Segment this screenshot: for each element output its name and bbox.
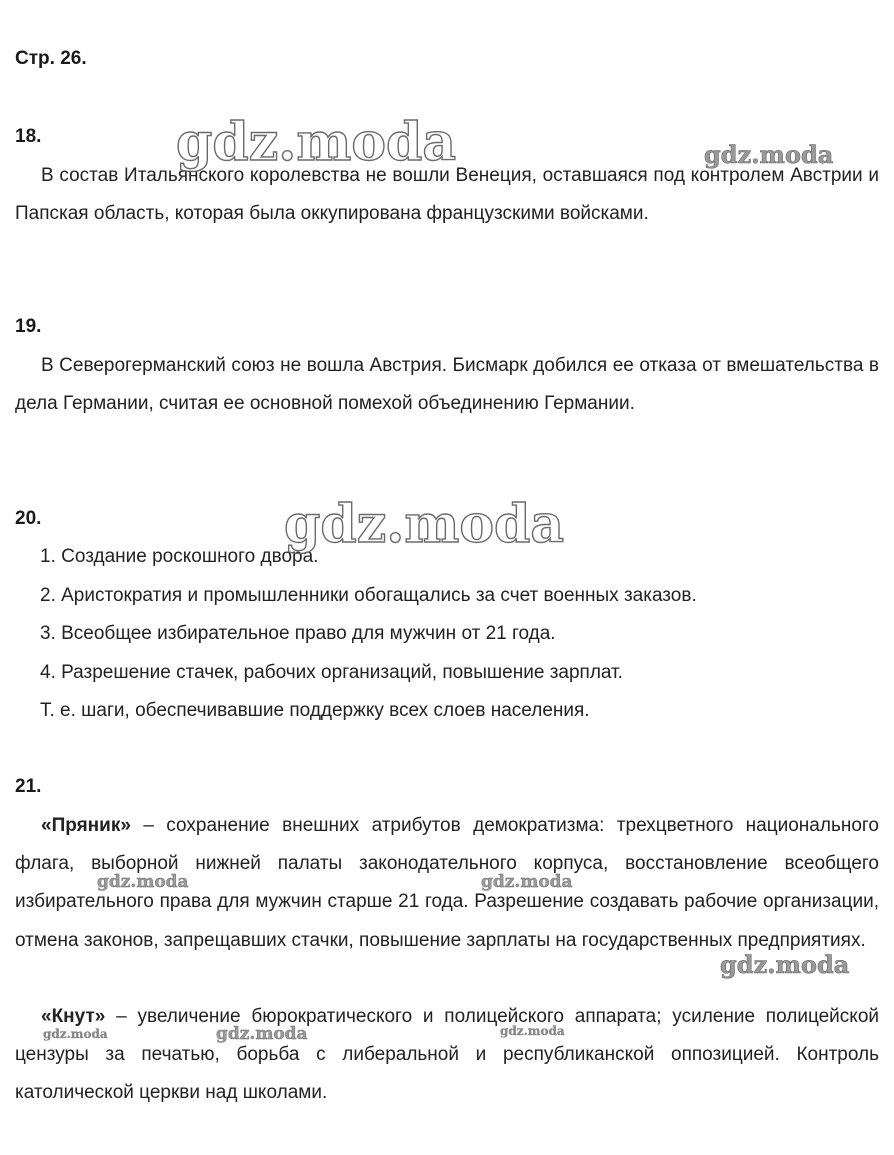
watermark-logo: gdz.moda	[720, 950, 850, 979]
list-item: 2. Аристократия и промышленники обогащались за счет военных заказов.	[40, 584, 697, 606]
list-item: 4. Разрешение стачек, рабочих организаций, повышение зарплат.	[40, 661, 623, 683]
stick-term: «Кнут»	[41, 1006, 106, 1027]
list-item: Т. е. шаги, обеспечивавшие поддержку всех слоев населения.	[40, 700, 590, 721]
watermark-logo: gdz.moda	[284, 494, 565, 555]
section-20-number: 20.	[15, 508, 42, 529]
section-19-text: В Северогерманский союз не вошла Австрия. Бисмарк добился ее отказа от вмешательства в дела Германии, считая ее основной помехой объединению Германии.	[15, 355, 879, 415]
list-item: 3. Всеобщее избирательное право для мужчин от 21 года.	[40, 623, 556, 644]
carrot-term: «Пряник»	[41, 815, 131, 836]
watermark-logo: gdz.moda	[216, 1024, 308, 1044]
section-20-list	[40, 538, 697, 731]
section-18-number: 18.	[15, 126, 42, 147]
section-19-number: 19.	[15, 316, 42, 337]
section-18-text: В состав Итальянского королевства не вошли Венеция, оставшаяся под контролем Австрии и Папская область, которая была оккупирована французскими войсками.	[15, 165, 879, 225]
watermark-logo: gdz.moda	[43, 1027, 108, 1041]
section-21-stick-paragraph	[15, 998, 879, 1113]
section-21-carrot-paragraph	[15, 807, 879, 960]
stick-text: – увеличение бюрократического и полицейского аппарата; усиление полицейской цензуры за печатью, борьба с либеральной и республиканской оппозицией. Контроль католической церкви над школами.	[15, 1006, 879, 1104]
section-21-number: 21.	[15, 776, 42, 797]
carrot-text: – сохранение внешних атрибутов демократизма: трехцветного национального флага, выборной нижней палаты законодательного корпуса, восстановление всеобщего избирательного права для мужчин старше 21 года. Разрешение создавать рабочие организации, отмена законов, запрещавших стачки, повышение зарплаты на государственных предприятиях.	[15, 815, 879, 951]
watermark-logo: gdz.moda	[176, 112, 457, 173]
watermark-logo: gdz.moda	[97, 872, 189, 892]
list-item: 1. Создание роскошного двора.	[40, 546, 319, 567]
watermark-logo: gdz.moda	[500, 1024, 565, 1038]
watermark-logo: gdz.moda	[481, 872, 573, 892]
page-label: Стр. 26.	[15, 48, 87, 69]
watermark-logo: gdz.moda	[704, 140, 834, 169]
